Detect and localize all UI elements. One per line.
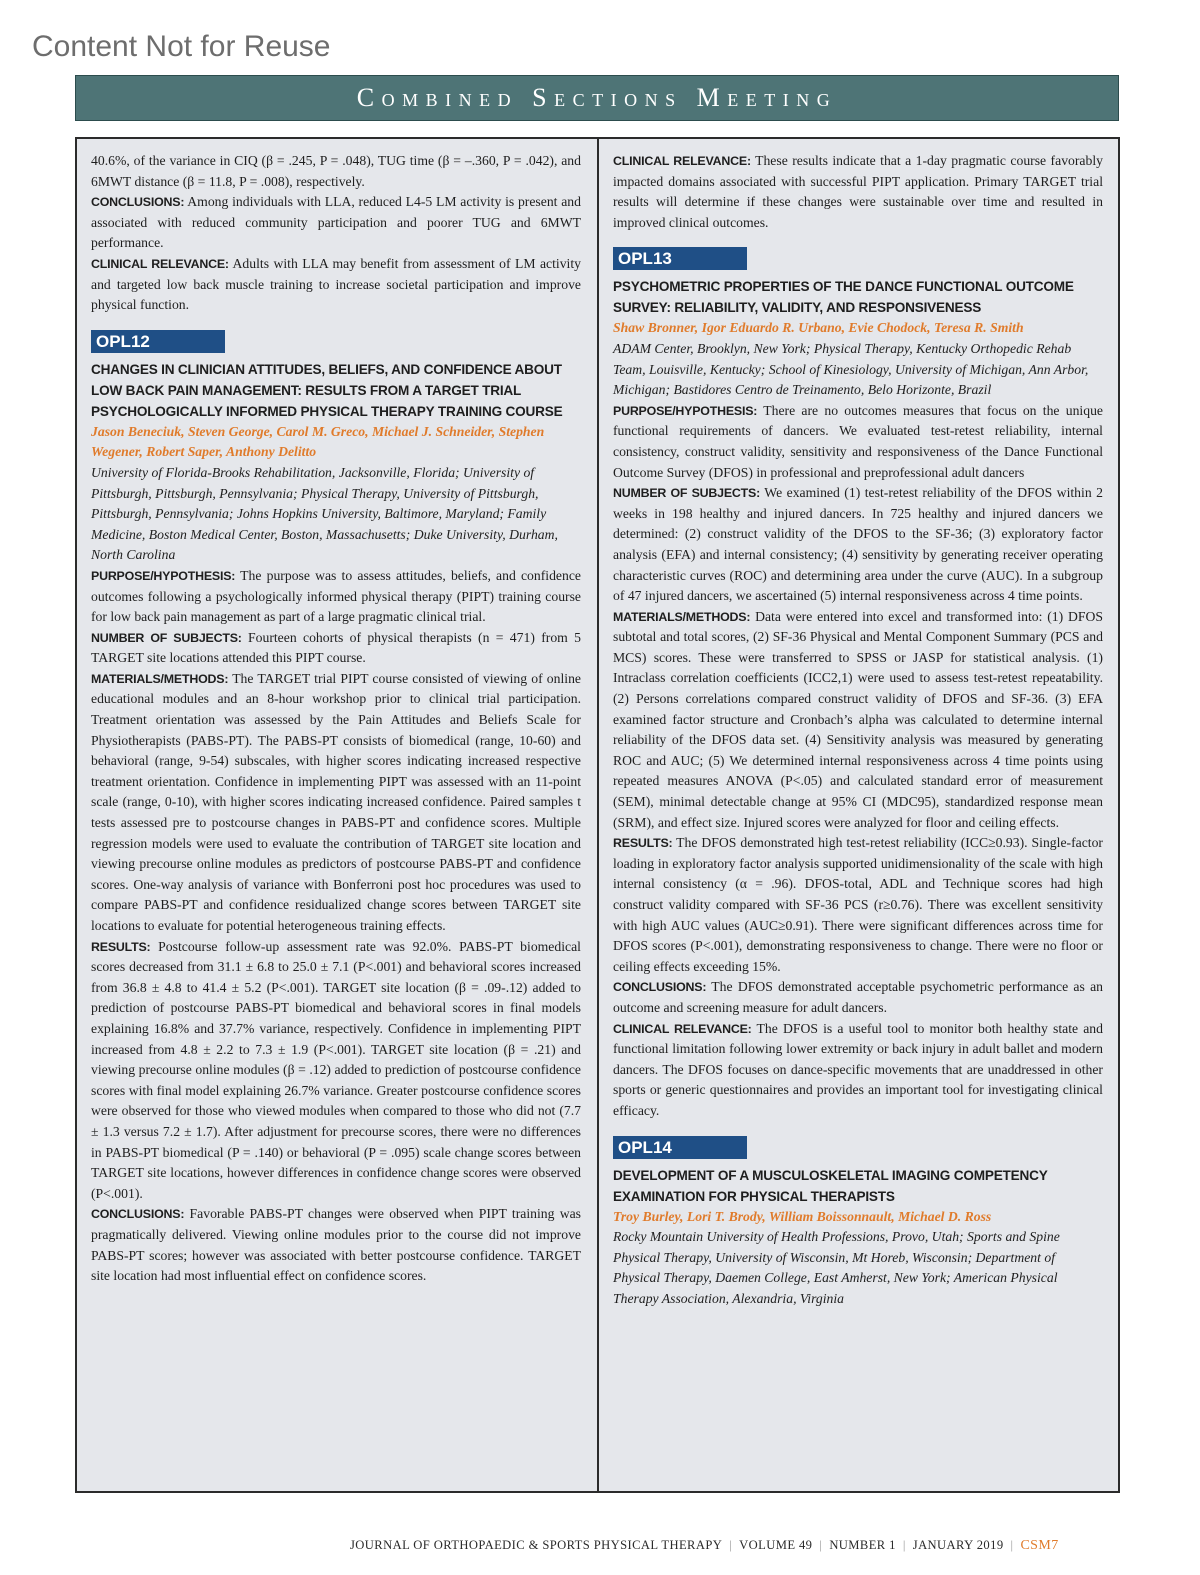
- issue-date: JANUARY 2019: [912, 1538, 1004, 1552]
- issue-number: NUMBER 1: [829, 1538, 896, 1552]
- conclusions-paragraph: CONCLUSIONS: Among individuals with LLA, reduced L4-5 LM activity is present and associated with reduced community participation and poorer TUG and 6MWT performance.: [91, 194, 581, 251]
- abstract-title: PSYCHOMETRIC PROPERTIES OF THE DANCE FUNCTIONAL OUTCOME SURVEY: RELIABILITY, VALIDITY, AND RESPONSIVENESS: [613, 279, 1074, 316]
- methods-paragraph: MATERIALS/METHODS: Data were entered into excel and transformed into: (1) DFOS subtotal and total scores, (2) SF-36 Physical and Mental Component Summary (PCS and MCS) scores. These were transferred to SPSS or JASP for statistical analysis. (1) Intraclass correlation coefficients (ICC2,1) were used to assess test-retest repeatability. (2) Persons correlations compared construct validity of DFOS and SF-36. (3) EFA examined factor structure and Cronbach’s alpha was calculated to determine internal reliability of the DFOS data set. (4) Sensitivity analysis was measured by generating ROC and AUC; (5) We determined internal responsiveness across 4 time points using repeated measures ANOVA (P<.05) and calculated standard error of measurement (SEM), minimal detectable change at 95% CI (MDC95), standardized response mean (SRM), and effect size. Injured scores were analyzed for floor and ceiling effects.: [613, 608, 1103, 830]
- abstract-title: DEVELOPMENT OF A MUSCULOSKELETAL IMAGING COMPETENCY EXAMINATION FOR PHYSICAL THERAPISTS: [613, 1167, 1048, 1204]
- watermark: Content Not for Reuse: [32, 30, 331, 63]
- page-number: CSM7: [1020, 1538, 1059, 1553]
- abstract-authors: Troy Burley, Lori T. Brody, William Boissonnault, Michael D. Ross: [613, 1208, 992, 1224]
- page-footer: JOURNAL OF ORTHOPAEDIC & SPORTS PHYSICAL THERAPY | VOLUME 49 | NUMBER 1 | JANUARY 2019 | CSM7: [350, 1538, 1059, 1553]
- column-divider: [597, 139, 599, 1491]
- results-paragraph: RESULTS: The DFOS demonstrated high test-retest reliability (ICC≥0.93). Single-factor loading in exploratory factor analysis supported unidimensionality of the scale with high internal consistency (α = .96). DFOS-total, ADL and Technique scores had high construct validity compared with SF-36 PCS (r≥0.76). There was excellent sensitivity with high AUC values (AUC≥0.91). There were significant differences across time for DFOS scores (P<.001), demonstrating responsiveness to change. There were no floor or ceiling effects exceeding 15%.: [613, 835, 1103, 974]
- abstract-affiliations: ADAM Center, Brooklyn, New York; Physical Therapy, Kentucky Orthopedic Rehab Team, Louisville, Kentucky; School of Kinesiology, University of Michigan, Ann Arbor, Michigan; Bastidores Centro de Treinamento, Belo Horizonte, Brazil: [613, 340, 1089, 398]
- abstract-tag-opl12: OPL12: [91, 330, 225, 353]
- abstract-tag-opl13: OPL13: [613, 247, 747, 270]
- conclusions-paragraph: CONCLUSIONS: Favorable PABS-PT changes were observed when PIPT training was pragmatically delivered. Viewing online modules prior to the course did not improve PABS-PT scores; however was associated with better postcourse confidence. TARGET site location had most influential effect on confidence scores.: [91, 1206, 581, 1284]
- abstract-authors: Jason Beneciuk, Steven George, Carol M. Greco, Michael J. Schneider, Stephen Wegener, Robert Saper, Anthony Delitto: [91, 423, 545, 460]
- abstract-title: CHANGES IN CLINICIAN ATTITUDES, BELIEFS, AND CONFIDENCE ABOUT LOW BACK PAIN MANAGEMENT: RESULTS FROM A TARGET TRIAL PSYCHOLOGICALLY INFORMED PHYSICAL THERAPY TRAINING COURSE: [91, 361, 563, 419]
- section-banner: [75, 75, 1119, 121]
- abstract-tag-opl14: OPL14: [613, 1136, 747, 1159]
- abstract-affiliations: Rocky Mountain University of Health Professions, Provo, Utah; Sports and Spine Physical Therapy, University of Wisconsin, Mt Horeb, Wisconsin; Department of Physical Therapy, Daemen College, East Amherst, New York; American Physical Therapy Association, Alexandria, Virginia: [613, 1229, 1060, 1306]
- purpose-paragraph: PURPOSE/HYPOTHESIS: There are no outcomes measures that focus on the unique functional requirements of dancers. We evaluated test-retest reliability, internal consistency, construct validity, sensitivity and responsiveness of the Dance Functional Outcome Survey (DFOS) in professional and preprofessional adult dancers: [613, 402, 1103, 480]
- banner-title: Combined Sections Meeting: [356, 83, 838, 112]
- abstract-affiliations: University of Florida-Brooks Rehabilitation, Jacksonville, Florida; University of Pittsburgh, Pittsburgh, Pennsylvania; Physical Therapy, University of Pittsburgh, Pittsburgh, Pennsylvania; Johns Hopkins University, Baltimore, Maryland; Family Medicine, Boston Medical Center, Boston, Massachusetts; Duke University, Durham, North Carolina: [91, 464, 558, 563]
- subjects-paragraph: NUMBER OF SUBJECTS: Fourteen cohorts of physical therapists (n = 471) from 5 TARGET site locations attended this PIPT course.: [91, 629, 581, 666]
- left-column: [91, 151, 581, 1287]
- subjects-paragraph: NUMBER OF SUBJECTS: We examined (1) test-retest reliability of the DFOS within 2 weeks in 198 healthy and injured dancers. In 725 healthy and injured dancers we determined: (2) construct validity of the DFOS to the SF-36; (3) exploratory factor analysis (EFA) and internal consistency; (4) sensitivity by generating receiver operating characteristic curves (ROC) and determining area under the curve (AUC). In a subgroup of 47 injured dancers, we ascertained (5) internal responsiveness across 4 time points.: [613, 485, 1103, 604]
- right-column: [613, 151, 1103, 1310]
- purpose-paragraph: PURPOSE/HYPOTHESIS: The purpose was to assess attitudes, beliefs, and confidence outcomes following a psychologically informed physical therapy (PIPT) training course for low back pain management as part of a large pragmatic clinical trial.: [91, 567, 581, 625]
- abstracts-frame: [75, 137, 1120, 1493]
- continued-text: 40.6%, of the variance in CIQ (β = .245, P = .048), TUG time (β = –.360, P = .042), and 6MWT distance (β = 11.8, P = .008), respectively.: [91, 153, 581, 189]
- relevance-paragraph: CLINICAL RELEVANCE: These results indicate that a 1-day pragmatic course favorably impacted domains associated with successful PIPT application. Primary TARGET trial results will determine if these changes were sustainable over time and resulted in improved clinical outcomes.: [613, 153, 1104, 230]
- results-paragraph: RESULTS: Postcourse follow-up assessment rate was 92.0%. PABS-PT biomedical scores decreased from 31.1 ± 6.8 to 25.0 ± 7.1 (P<.001) and behavioral scores increased from 36.8 ± 4.8 to 41.4 ± 5.2 (P<.001). TARGET site location (β = .09-.12) added to prediction of postcourse PABS-PT biomedical and behavioral scores in final models explaining 16.8% and 37.7% variance, respectively. Confidence in implementing PIPT increased from 4.8 ± 2.2 to 7.3 ± 1.9 (P<.001). TARGET site location (β = .21) and viewing precourse online modules (β = .12) added to prediction of postcourse confidence scores with final model explaining 26.7% variance. Greater postcourse confidence scores were observed for those who viewed modules when compared to those who did not (7.7 ± 1.3 versus 7.2 ± 1.7). After adjustment for precourse scores, there were no differences in PABS-PT biomedical (P = .140) or behavioral (P = .095) scale change scores between TARGET site locations, however differences in confidence change scores were observed (P<.001).: [91, 938, 581, 1201]
- relevance-paragraph: CLINICAL RELEVANCE: Adults with LLA may benefit from assessment of LM activity and targeted low back muscle training to increase societal participation and improve physical function.: [91, 255, 581, 313]
- volume: VOLUME 49: [739, 1538, 813, 1552]
- relevance-paragraph: CLINICAL RELEVANCE: The DFOS is a useful tool to monitor both healthy state and functional limitation following lower extremity or back injury in adult ballet and modern dancers. The DFOS focuses on dance-specific movements that are unaddressed in other sports or generic questionnaires and provides an important tool for investigating clinical efficacy.: [613, 1020, 1103, 1118]
- abstract-authors: Shaw Bronner, Igor Eduardo R. Urbano, Evie Chodock, Teresa R. Smith: [613, 320, 1024, 336]
- conclusions-paragraph: CONCLUSIONS: The DFOS demonstrated acceptable psychometric performance as an outcome and screening measure for adult dancers.: [613, 979, 1103, 1015]
- journal-name: JOURNAL OF ORTHOPAEDIC & SPORTS PHYSICAL THERAPY: [350, 1538, 723, 1552]
- methods-paragraph: MATERIALS/METHODS: The TARGET trial PIPT course consisted of viewing of online educational modules and an 8-hour workshop prior to clinical trial participation. Treatment orientation was assessed by the Pain Attitudes and Beliefs Scale for Physiotherapists (PABS-PT). The PABS-PT consists of biomedical (range, 10-60) and behavioral (range, 9-54) subscales, with higher scores indicating increased respective treatment orientation. Confidence in implementing PIPT was assessed with an 11-point scale (range, 0-10), with higher scores indicating increased confidence. Paired samples t tests assessed pre to postcourse changes in PABS-PT and confidence scores. Multiple regression models were used to evaluate the contribution of TARGET site location and viewing precourse online modules as predictors of postcourse PABS-PT and confidence scores. One-way analysis of variance with Bonferroni post hoc procedures was used to compare PABS-PT and confidence residualized change scores between TARGET site locations to evaluate for potential heterogeneous training effects.: [91, 670, 581, 933]
